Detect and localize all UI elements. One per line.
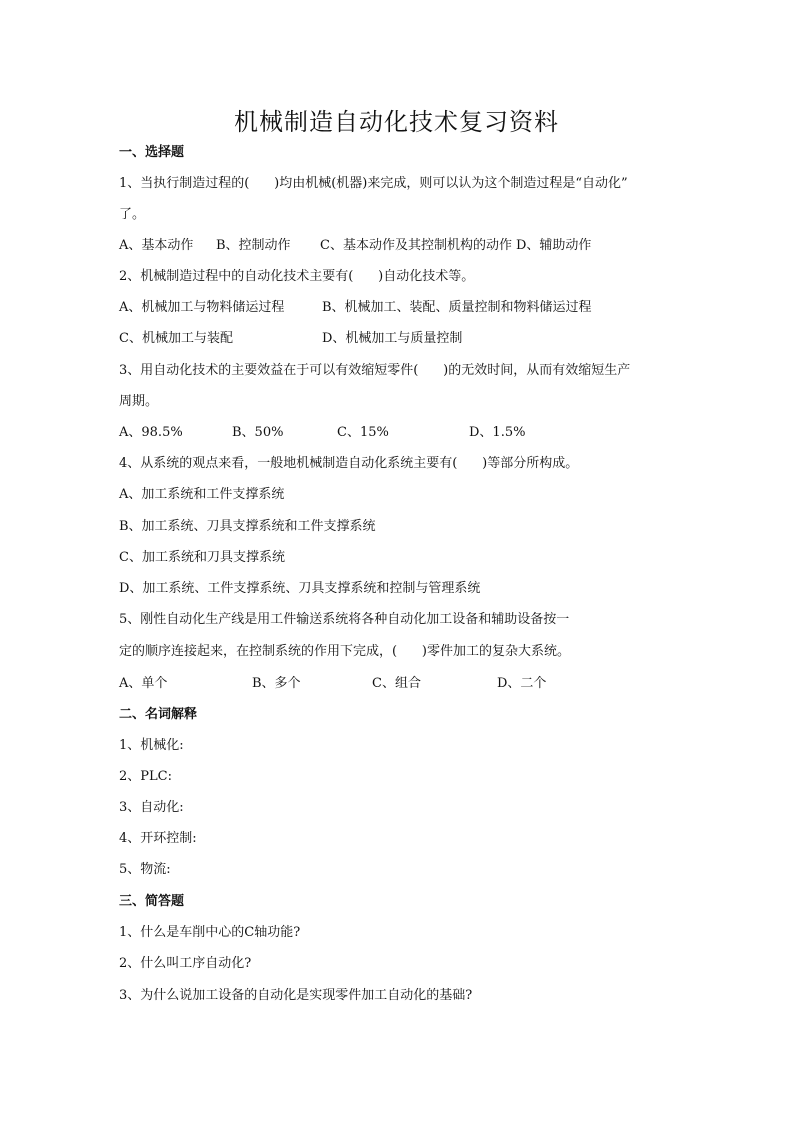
section-heading: 一、选择题 xyxy=(119,145,185,160)
option: D、加工系统、工件支撑系统、刀具支撑系统和控制与管理系统 xyxy=(119,581,481,596)
question-1: 1、当执行制造过程的( )均由机械(机器)来完成，则可以认为这个制造过程是“自动化” xyxy=(119,176,628,191)
option: A、加工系统和工件支撑系统 xyxy=(119,487,285,502)
option: B、控制动作 xyxy=(216,238,291,253)
question-4: 4、从系统的观点来看，一般地机械制造自动化系统主要有( )等部分所构成。 xyxy=(119,456,579,471)
short-answer-item: 3、为什么说加工设备的自动化是实现零件加工自动化的基础? xyxy=(119,988,473,1003)
option: A、机械加工与物料储运过程 xyxy=(119,300,285,315)
option: C、加工系统和刀具支撑系统 xyxy=(119,550,285,565)
question-2: 2、机械制造过程中的自动化技术主要有( )自动化技术等。 xyxy=(119,269,475,284)
term-item: 5、物流: xyxy=(119,862,171,877)
option: D、机械加工与质量控制 xyxy=(322,331,463,346)
option: B、加工系统、刀具支撑系统和工件支撑系统 xyxy=(119,519,376,534)
term-item: 3、自动化: xyxy=(119,800,184,815)
question-5-cont: 定的顺序连接起来，在控制系统的作用下完成，( )零件加工的复杂大系统。 xyxy=(119,644,570,659)
option: D、1.5% xyxy=(469,425,526,440)
question-1-cont: 了。 xyxy=(119,207,146,222)
option: C、机械加工与装配 xyxy=(119,331,233,346)
section-heading: 三、简答题 xyxy=(119,894,185,909)
document-title: 机械制造自动化技术复习资料 xyxy=(234,108,559,136)
section-heading: 二、名词解释 xyxy=(119,707,198,722)
option: B、50% xyxy=(232,425,284,440)
option: D、辅助动作 xyxy=(516,238,592,253)
question-5: 5、刚性自动化生产线是用工件输送系统将各种自动化加工设备和辅助设备按一 xyxy=(119,612,570,627)
option: A、基本动作 xyxy=(119,238,194,253)
option: A、单个 xyxy=(119,676,168,691)
option: C、15% xyxy=(337,425,389,440)
question-3: 3、用自动化技术的主要效益在于可以有效缩短零件( )的无效时间，从而有效缩短生产 xyxy=(119,363,631,378)
short-answer-item: 2、什么叫工序自动化? xyxy=(119,956,252,971)
term-item: 4、开环控制: xyxy=(119,831,197,846)
option: C、基本动作及其控制机构的动作 xyxy=(320,238,512,253)
option: A、98.5% xyxy=(119,425,183,440)
option: C、组合 xyxy=(372,676,421,691)
term-item: 2、PLC: xyxy=(119,769,172,784)
option: D、二个 xyxy=(497,676,547,691)
question-3-cont: 周期。 xyxy=(119,394,159,409)
short-answer-item: 1、什么是车削中心的C轴功能? xyxy=(119,925,301,940)
option: B、多个 xyxy=(252,676,301,691)
term-item: 1、机械化: xyxy=(119,738,184,753)
option: B、机械加工、装配、质量控制和物料储运过程 xyxy=(322,300,592,315)
